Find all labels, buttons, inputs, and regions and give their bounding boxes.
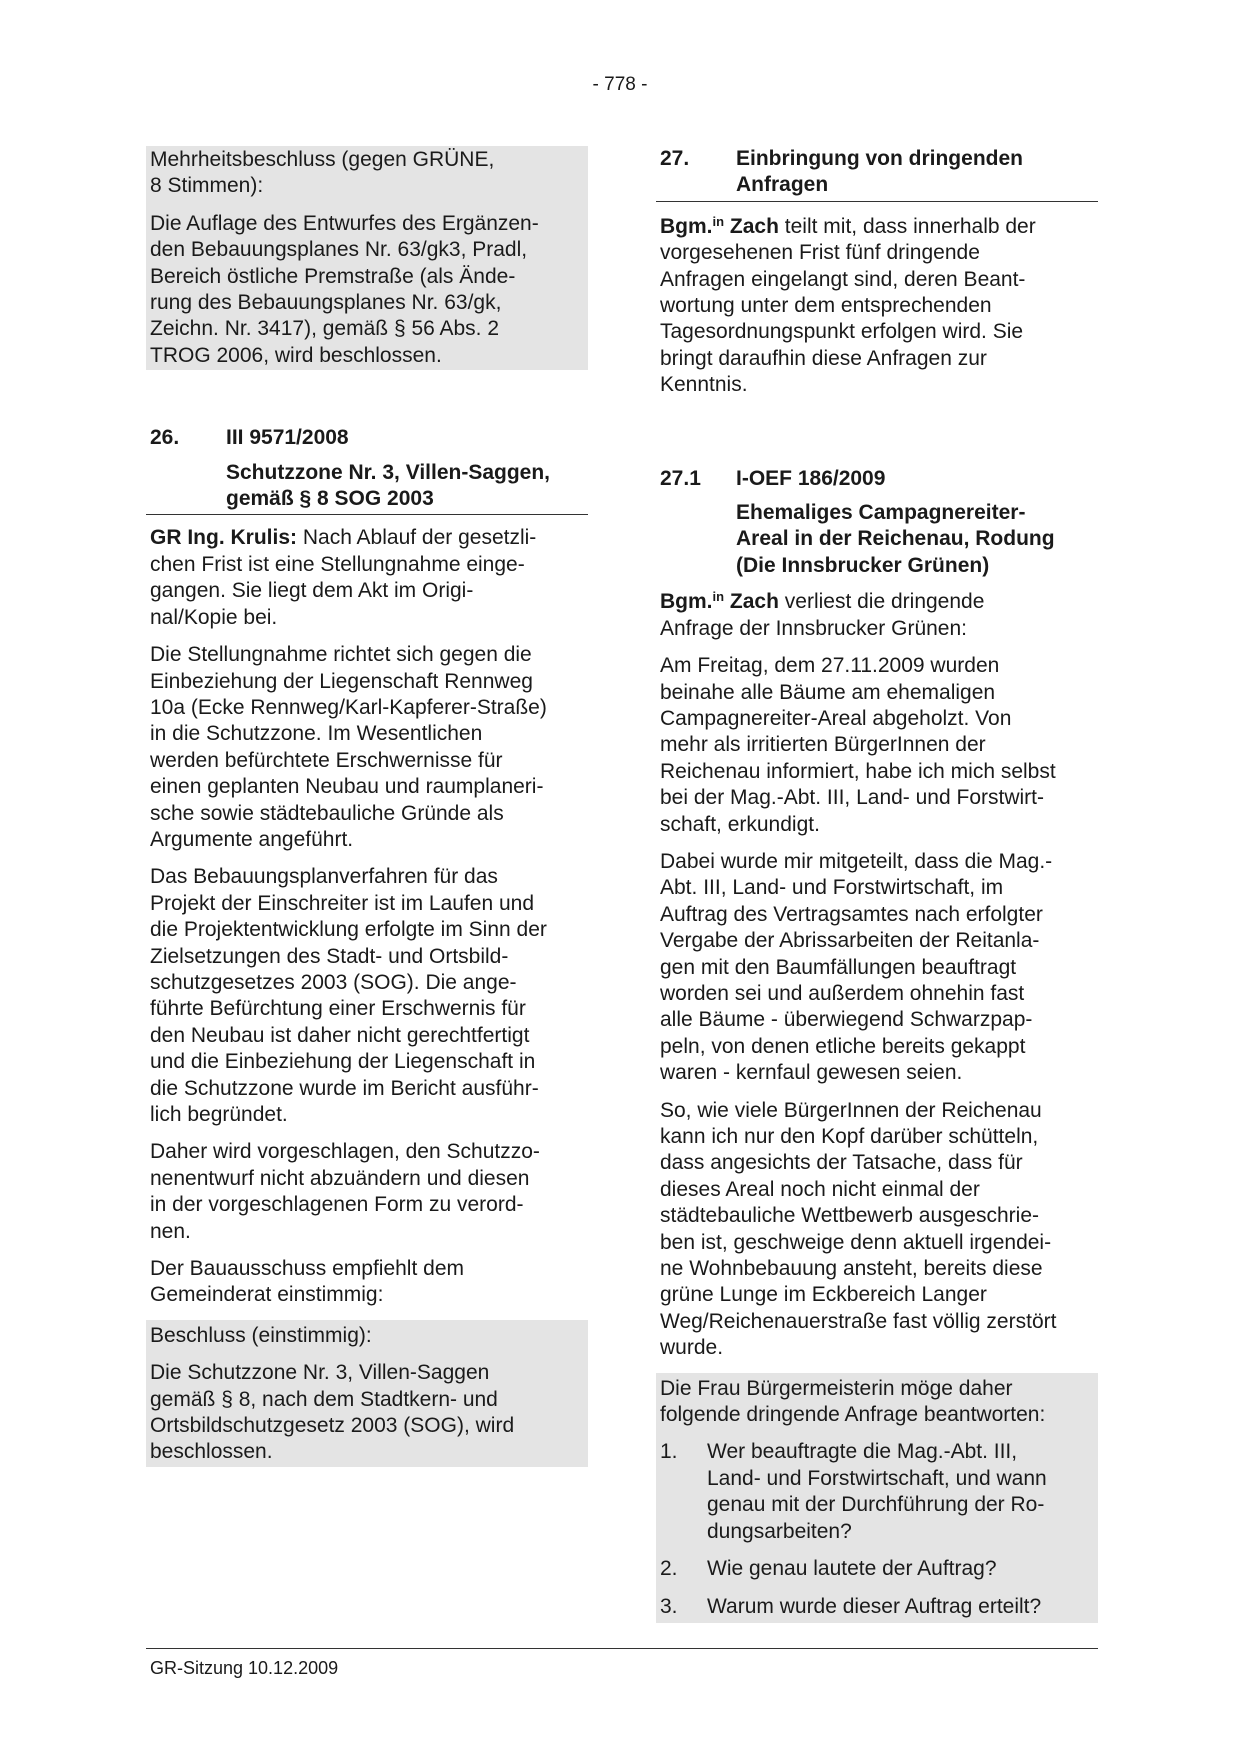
section-title: Ehemaliges Campagnereiter- Areal in der Reichenau, Rodung (Die Innsbrucker Grünen) — [736, 501, 1055, 577]
paragraph: Daher wird vorgeschlagen, den Schutzzo- nenentwurf nicht abzuändern und diesen in der vorgeschlagenen Form zu verord- nen. — [150, 1140, 540, 1243]
speaker-name: Bgm.$^{in}$ Zach — [660, 589, 779, 614]
section-number: 27. — [660, 147, 690, 170]
paragraph: Die Stellungnahme richtet sich gegen die Einbeziehung der Liegenschaft Rennweg 10a (Ecke Rennweg/Karl-Kapferer-Straße) in die Schutzzone. Im Wesentlichen werden befürchtete Erschwernisse für einen geplanten Neubau und raumplaneri- sche sowie städtebauliche Gründe als Argumente angeführt. — [150, 643, 547, 851]
list-item: 2. Wie genau lautete der Auftrag? — [660, 1557, 997, 1581]
paragraph: Das Bebauungsplanverfahren für das Projekt der Einschreiter ist im Laufen und die Projektentwicklung erfolgte im Sinn der Zielsetzungen des Stadt- und Ortsbild- schutzgesetzes 2003 (SOG). Die ange- führte Befürchtung einer Erschwernis für den Neubau ist daher nicht gerechtfertigt und die Einbeziehung der Liegenschaft in die Schutzzone wurde im Bericht ausführ- lich begründet. — [150, 865, 547, 1126]
paragraph: Bgm.$^{in}$ Zach verliest die dringende Anfrage der Innsbrucker Grünen: — [660, 589, 985, 640]
right-column — [656, 146, 1098, 1623]
section-title: Einbringung von dringenden Anfragen — [736, 147, 1023, 197]
paragraph: So, wie viele BürgerInnen der Reichenau kann ich nur den Kopf darüber schütteln, dass angesichts der Tatsache, dass für dieses Areal noch nicht einmal der städtebauliche Wettbewerb ausgeschrie- ben ist, geschweige denn aktuell irgendei- ne Wohnbebauung ansteht, bereits diese grüne Lunge im Eckbereich Langer Weg/Reichenauerstraße fast völlig zerstört wurde. — [660, 1098, 1057, 1360]
question-list — [656, 1439, 1098, 1619]
section-ref: I-OEF 186/2009 — [736, 466, 886, 490]
footer-divider — [146, 1648, 1098, 1649]
paragraph: Der Bauausschuss empfiehlt dem Gemeinderat einstimmig: — [150, 1257, 464, 1307]
paragraph: GR Ing. Krulis: Nach Ablauf der gesetzli- chen Frist ist eine Stellungnahme einge- gangen. Sie liegt dem Akt im Origi- nal/Kopie bei. — [150, 526, 537, 629]
section-heading-27 — [656, 146, 1098, 202]
left-column — [146, 146, 588, 1467]
resolution-title: Beschluss (einstimmig): — [150, 1323, 372, 1347]
section-heading-27-1 — [656, 466, 1098, 582]
section-ref: III 9571/2008 — [226, 426, 349, 450]
section-title: Schutzzone Nr. 3, Villen-Saggen, gemäß § 8 SOG 2003 — [226, 460, 551, 511]
footer-text: GR-Sitzung 10.12.2009 — [150, 1658, 339, 1678]
list-item: 1. Wer beauftragte die Mag.-Abt. III, Land- und Forstwirtschaft, und wann genau mit der Durchführung der Ro- dungsarbeiten? — [660, 1440, 1047, 1543]
speaker-name: Bgm.$^{in}$ Zach — [660, 213, 779, 238]
section-number: 26. — [150, 426, 180, 450]
resolution-box-majority — [146, 146, 588, 370]
paragraph: Dabei wurde mir mitgeteilt, dass die Mag.- Abt. III, Land- und Forstwirtschaft, im Auftrag des Vertragsamtes nach erfolgter Vergabe der Abrissarbeiten der Reitanla- gen mit den Baumfällungen beauftragt worden sei und außerdem ohnehin fast alle Bäume - überwiegend Schwarzpap- peln, von denen etliche bereits gekappt waren - kernfaul gewesen seien. — [660, 849, 1053, 1085]
resolution-box-unanimous — [146, 1320, 588, 1467]
page-number: - 778 - — [592, 74, 648, 95]
section-heading-26 — [146, 425, 588, 515]
section-number: 27.1 — [660, 466, 701, 490]
paragraph: Bgm.$^{in}$ Zach teilt mit, dass innerhalb der vorgesehenen Frist fünf dringende Anfragen eingelangt sind, deren Beant- wortung unter dem entsprechenden Tagesordnungspunkt erfolgen wird. Sie bringt daraufhin diese Anfragen zur Kenntnis. — [660, 213, 1036, 397]
paragraph: Am Freitag, dem 27.11.2009 wurden beinahe alle Bäume am ehemaligen Campagnereiter-Areal abgeholzt. Von mehr als irritierten BürgerInnen der Reichenau informiert, habe ich mich selbst bei der Mag.-Abt. III, Land- und Forstwirt- schaft, erkundigt. — [660, 654, 1056, 836]
question-box — [656, 1373, 1098, 1623]
resolution-title: Mehrheitsbeschluss (gegen GRÜNE, 8 Stimmen): — [150, 148, 495, 198]
list-item: 3. Warum wurde dieser Auftrag erteilt? — [660, 1594, 1042, 1618]
speaker-name: GR Ing. Krulis: — [150, 526, 297, 550]
question-intro: Die Frau Bürgermeisterin möge daher folgende dringende Anfrage beantworten: — [660, 1376, 1046, 1427]
resolution-text: Die Schutzzone Nr. 3, Villen-Saggen gemäß § 8, nach dem Stadtkern- und Ortsbildschutzgesetz 2003 (SOG), wird beschlossen. — [150, 1361, 515, 1464]
resolution-text: Die Auflage des Entwurfes des Ergänzen- den Bebauungsplanes Nr. 63/gk3, Pradl, Bereich östliche Premstraße (als Ände- rung des Bebauungsplanes Nr. 63/gk, Zeichn. Nr. 3417), gemäß § 56 Abs. 2 TROG 2006, wird beschlossen. — [150, 211, 539, 367]
